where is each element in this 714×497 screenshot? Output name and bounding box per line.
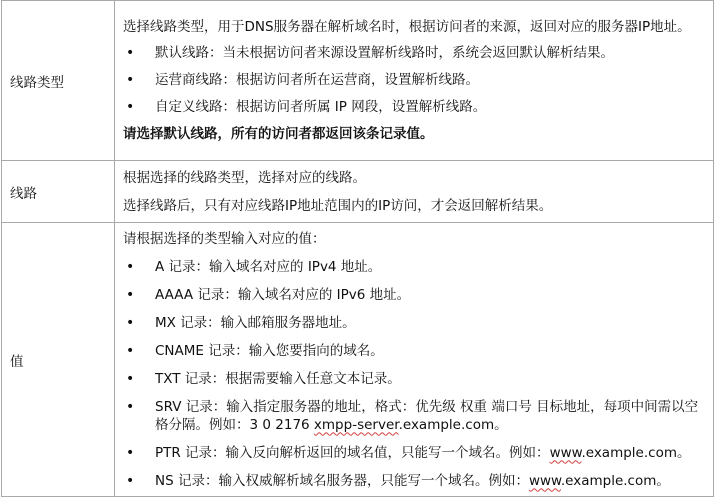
list-item: • TXT 记录：根据需要输入任意文本记录。 (123, 370, 709, 388)
list-item (123, 472, 709, 490)
intro-text: 请根据选择的类型输入对应的值： (123, 230, 326, 247)
intro-text: 选择线路类型，用于DNS服务器在解析域名时，根据访问者的来源，返回对应的服务器IP地址。 (123, 19, 691, 35)
list-item: • CNAME 记录：输入您要指向的域名。 (123, 342, 709, 360)
list-item: • 默认线路：当未根据访问者来源设置解析线路时，系统会返回默认解析结果。 (123, 44, 709, 62)
table-row (2, 223, 714, 497)
srv-text: SRV 记录：输入指定服务器的地址，格式：优先级 权重 端口号 目标地址，每项中间需以空格分隔。例如：3 0 2176 (155, 398, 699, 433)
list-item (123, 444, 709, 462)
table-row (2, 161, 714, 223)
list-item: • 运营商线路：根据访问者所在运营商，设置解析线路。 (123, 71, 709, 89)
list-item: • MX 记录：输入邮箱服务器地址。 (123, 314, 709, 332)
list-item: • AAAA 记录：输入域名对应的 IPv6 地址。 (123, 286, 709, 304)
row-label: 线路 (2, 161, 115, 223)
list-item (123, 398, 709, 434)
ns-text: NS 记录：输入权威解析域名服务器，只能写一个域名。例如： (155, 472, 529, 489)
srv-example-tail: .example.com。 (398, 416, 508, 433)
list-item: • 自定义线路：根据访问者所属 IP 网段，设置解析线路。 (123, 98, 709, 116)
ptr-example-host: www (549, 444, 582, 461)
srv-example-host: xmpp-server (313, 416, 399, 433)
ptr-example-tail: .example.com。 (581, 444, 691, 461)
ptr-text: PTR 记录：输入反向解析返回的域名值，只能写一个域名。例如： (155, 444, 550, 461)
note-text: 请选择默认线路，所有的访问者都返回该条记录值。 (123, 126, 434, 142)
body-text: 选择线路后，只有对应线路IP地址范围内的IP访问，才会返回解析结果。 (123, 197, 553, 214)
ns-example-host: www (528, 472, 561, 489)
row-label: 值 (2, 223, 115, 497)
ns-example-tail: .example.com。 (560, 472, 670, 489)
row-content (115, 223, 714, 497)
bullet-list (123, 258, 709, 490)
body-text: 根据选择的线路类型，选择对应的线路。 (123, 169, 366, 186)
row-label: 线路类型 (2, 1, 115, 161)
row-content (115, 1, 714, 161)
row-content (115, 161, 714, 223)
list-item: • A 记录：输入域名对应的 IPv4 地址。 (123, 258, 709, 276)
parameter-table (1, 0, 714, 497)
bullet-list (123, 44, 709, 116)
table-row (2, 1, 714, 161)
